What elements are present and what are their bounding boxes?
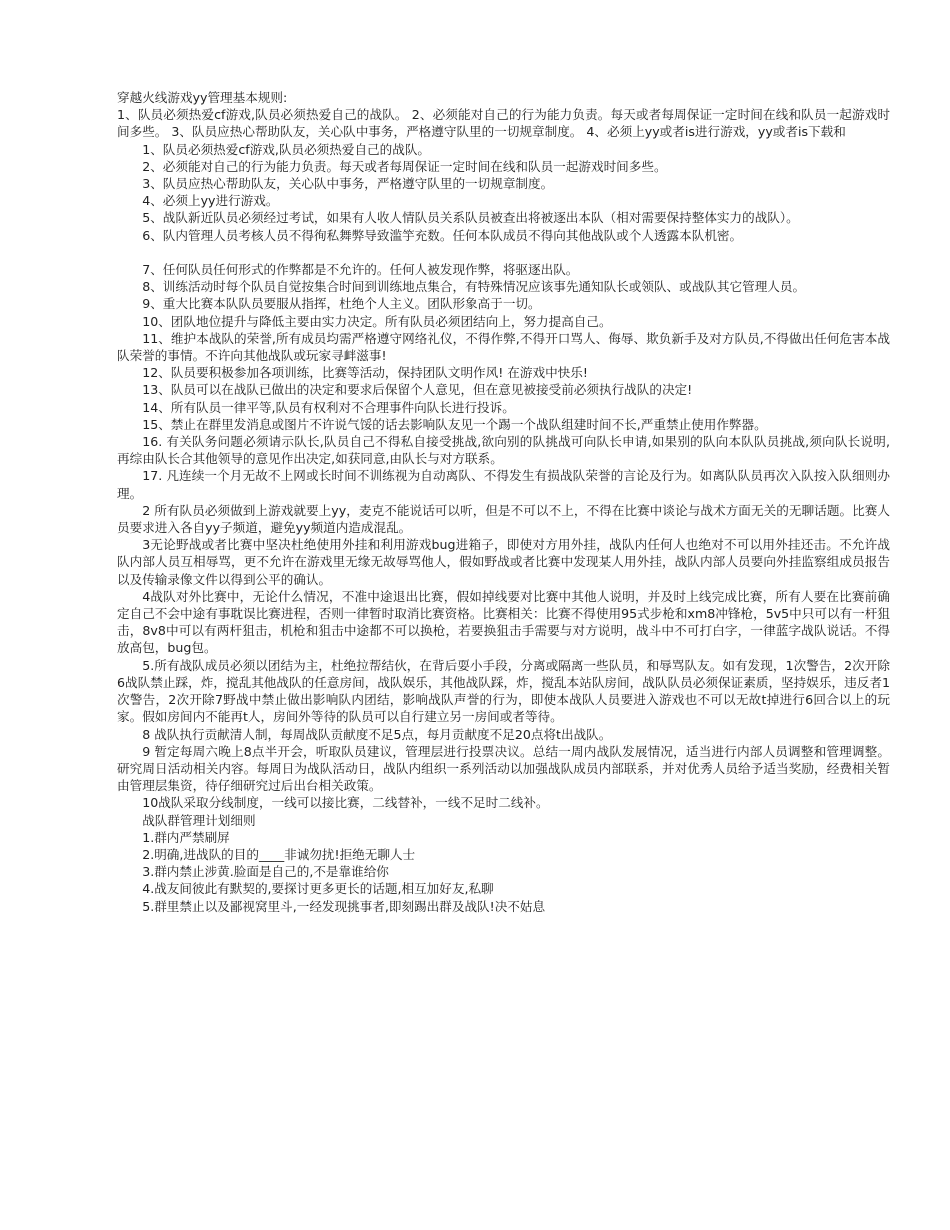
rule-paragraph: 4战队对外比赛中，无论什么情况，不准中途退出比赛，假如掉线要对比赛中其他人说明，并及时上线完成比赛，所有人要在比赛前确定自己不会中途有事耽误比赛进程，否则一律暂时取消比赛资格。比赛相关：比赛不得使用95式步枪和xm8冲锋枪，5v5中只可以有一杆狙击，8v8中可以有两杆狙击，机枪和狙击中途都不可以换枪，若要换狙击手需要与对方说明，战斗中不可打白字，一律蓝字战队说话。不得放高包，bug包。 (117, 588, 890, 656)
rule-paragraph: 7、任何队员任何形式的作弊都是不允许的。任何人被发现作弊，将驱逐出队。 (142, 262, 579, 278)
rule-paragraph: 10战队采取分线制度，一线可以接比赛，二线替补，一线不足时二线补。 (142, 795, 549, 811)
rule-paragraph: 11、维护本战队的荣誉,所有成员均需严格遵守网络礼仪，不得作弊,不得开口骂人、侮辱、欺负新手及对方队员,不得做出任何危害本战队荣誉的事情。不许向其他战队或玩家寻衅滋事! (117, 330, 890, 364)
rule-paragraph: 16. 有关队务问题必须请示队长,队员自己不得私自接受挑战,欲向别的队挑战可向队长申请,如果别的队向本队队员挑战,须向队长说明,再综由队长合其他领导的意见作出决定,如获同意,由队长与对方联系。 (117, 434, 890, 467)
rule-paragraph: 8、训练活动时每个队员自觉按集合时间到训练地点集合，有特殊情况应该事先通知队长或领队、或战队其它管理人员。 (142, 279, 806, 295)
rule-paragraph: 5、战队新近队员必须经过考试，如果有人收人情队员关系队员被查出将被逐出本队（相对需要保持整体实力的战队）。 (142, 210, 799, 226)
rule-paragraph: 14、所有队员一律平等,队员有权利对不合理事件向队长进行投诉。 (142, 399, 515, 415)
rule-paragraph: 5.所有战队成员必须以团结为主，杜绝拉帮结伙，在背后耍小手段，分离或隔离一些队员，和辱骂队友。如有发现，1次警告，2次开除6战队禁止踩，炸，搅乱其他战队的任意房间，战队娱乐，其他战队踩，炸，搅乱本站队房间，战队队员必须保证素质，坚持娱乐，违反者1次警告，2次开除7野战中禁止做出影响队内团结，影响战队声誉的行为，即使本战队人员要进入游戏也不可以无故t掉进行6回合以上的玩家。假如房间内不能再t人，房间外等待的队员可以自行建立另一房间或者等待。 (117, 657, 890, 725)
rule-paragraph: 9 暂定每周六晚上8点半开会，听取队员建议，管理层进行投票决议。总结一周内战队发展情况，适当进行内部人员调整和管理调整。研究周日活动相关内容。每周日为战队活动日，战队内组织一系列活动以加强战队成员内部联系，并对优秀人员给予适当奖励，经费相关暂由管理层集资，待仔细研究过后出台相关政策。 (117, 743, 890, 794)
rule-paragraph: 8 战队执行贡献清人制，每周战队贡献度不足5点，每月贡献度不足20点将t出战队。 (142, 726, 612, 742)
rule-paragraph: 4、必须上yy进行游戏。 (142, 193, 279, 209)
rule-paragraph: 3、队员应热心帮助队友，关心队中事务，严格遵守队里的一切规章制度。 (142, 176, 554, 192)
rule-paragraph: 6、队内管理人员考核人员不得徇私舞弊导致滥竽充数。任何本队成员不得向其他战队或个人透露本队机密。 (142, 227, 743, 243)
document-title: 穿越火线游戏yy管理基本规则: (117, 90, 288, 105)
rules-list (117, 141, 890, 915)
rule-paragraph: 10、团队地位提升与降低主要由实力决定。所有队员必须团结向上，努力提高自己。 (142, 313, 612, 329)
intro-paragraph: 1、队员必须热爱cf游戏,队员必须热爱自己的战队。 2、必须能对自己的行为能力负责。每天或者每周保证一定时间在线和队员一起游戏时间多些。 3、队员应热心帮助队友，关心队中事务，严格遵守队里的一切规章制度。 4、必须上yy或者is进行游戏，yy或者is下载和 (117, 107, 890, 140)
rule-paragraph: 17. 凡连续一个月无故不上网或长时间不训练视为自动离队、不得发生有损战队荣誉的言论及行为。如离队队员再次入队按入队细则办理。 (117, 468, 890, 501)
rule-paragraph: 4.战友间彼此有默契的,要探讨更多更长的话题,相互加好友,私聊 (142, 881, 494, 897)
rule-paragraph: 9、重大比赛本队队员要服从指挥，杜绝个人主义。团队形象高于一切。 (142, 296, 541, 312)
rule-paragraph: 15、禁止在群里发消息或图片不许说气馁的话去影响队友见一个踢一个战队组建时间不长,严重禁止使用作弊器。 (142, 416, 767, 432)
rule-paragraph: 13、队员可以在战队已做出的决定和要求后保留个人意见，但在意见被接受前必须执行战队的决定! (142, 382, 693, 398)
rule-paragraph: 战队群管理计划细则 (142, 812, 256, 828)
rule-paragraph: 1.群内严禁刷屏 (142, 829, 230, 845)
rule-paragraph: 5.群里禁止以及鄙视窝里斗,一经发现挑事者,即刻踢出群及战队!决不姑息 (142, 898, 546, 914)
blank-line (117, 244, 890, 261)
rule-paragraph: 3无论野战或者比赛中坚决杜绝使用外挂和利用游戏bug进箱子，即使对方用外挂，战队内任何人也绝对不可以用外挂还击。不允许战队内部人员互相辱骂，更不允许在游戏里无缘无故辱骂他人，假如野战或者比赛中发现某人用外挂，战队内部人员要向外挂监察组成员报告以及传输录像文件以得到公平的确认。 (117, 537, 890, 587)
rule-paragraph: 12、队员要积极参加各项训练，比赛等活动，保持团队文明作风! 在游戏中快乐! (142, 365, 588, 381)
rule-paragraph: 3.群内禁止涉黄.脸面是自己的,不是靠谁给你 (142, 864, 389, 880)
rule-paragraph: 2.明确,进战队的目的____非诚勿扰!拒绝无聊人士 (142, 846, 416, 862)
rule-paragraph: 2、必须能对自己的行为能力负责。每天或者每周保证一定时间在线和队员一起游戏时间多些。 (142, 158, 667, 174)
rule-paragraph: 1、队员必须热爱cf游戏,队员必须热爱自己的战队。 (142, 141, 431, 157)
rule-paragraph: 2 所有队员必须做到上游戏就要上yy，麦克不能说话可以听，但是不可以不上，不得在比赛中谈论与战术方面无关的无聊话题。比赛人员要求进入各自yy子频道，避免yy频道内造成混乱。 (117, 502, 890, 536)
